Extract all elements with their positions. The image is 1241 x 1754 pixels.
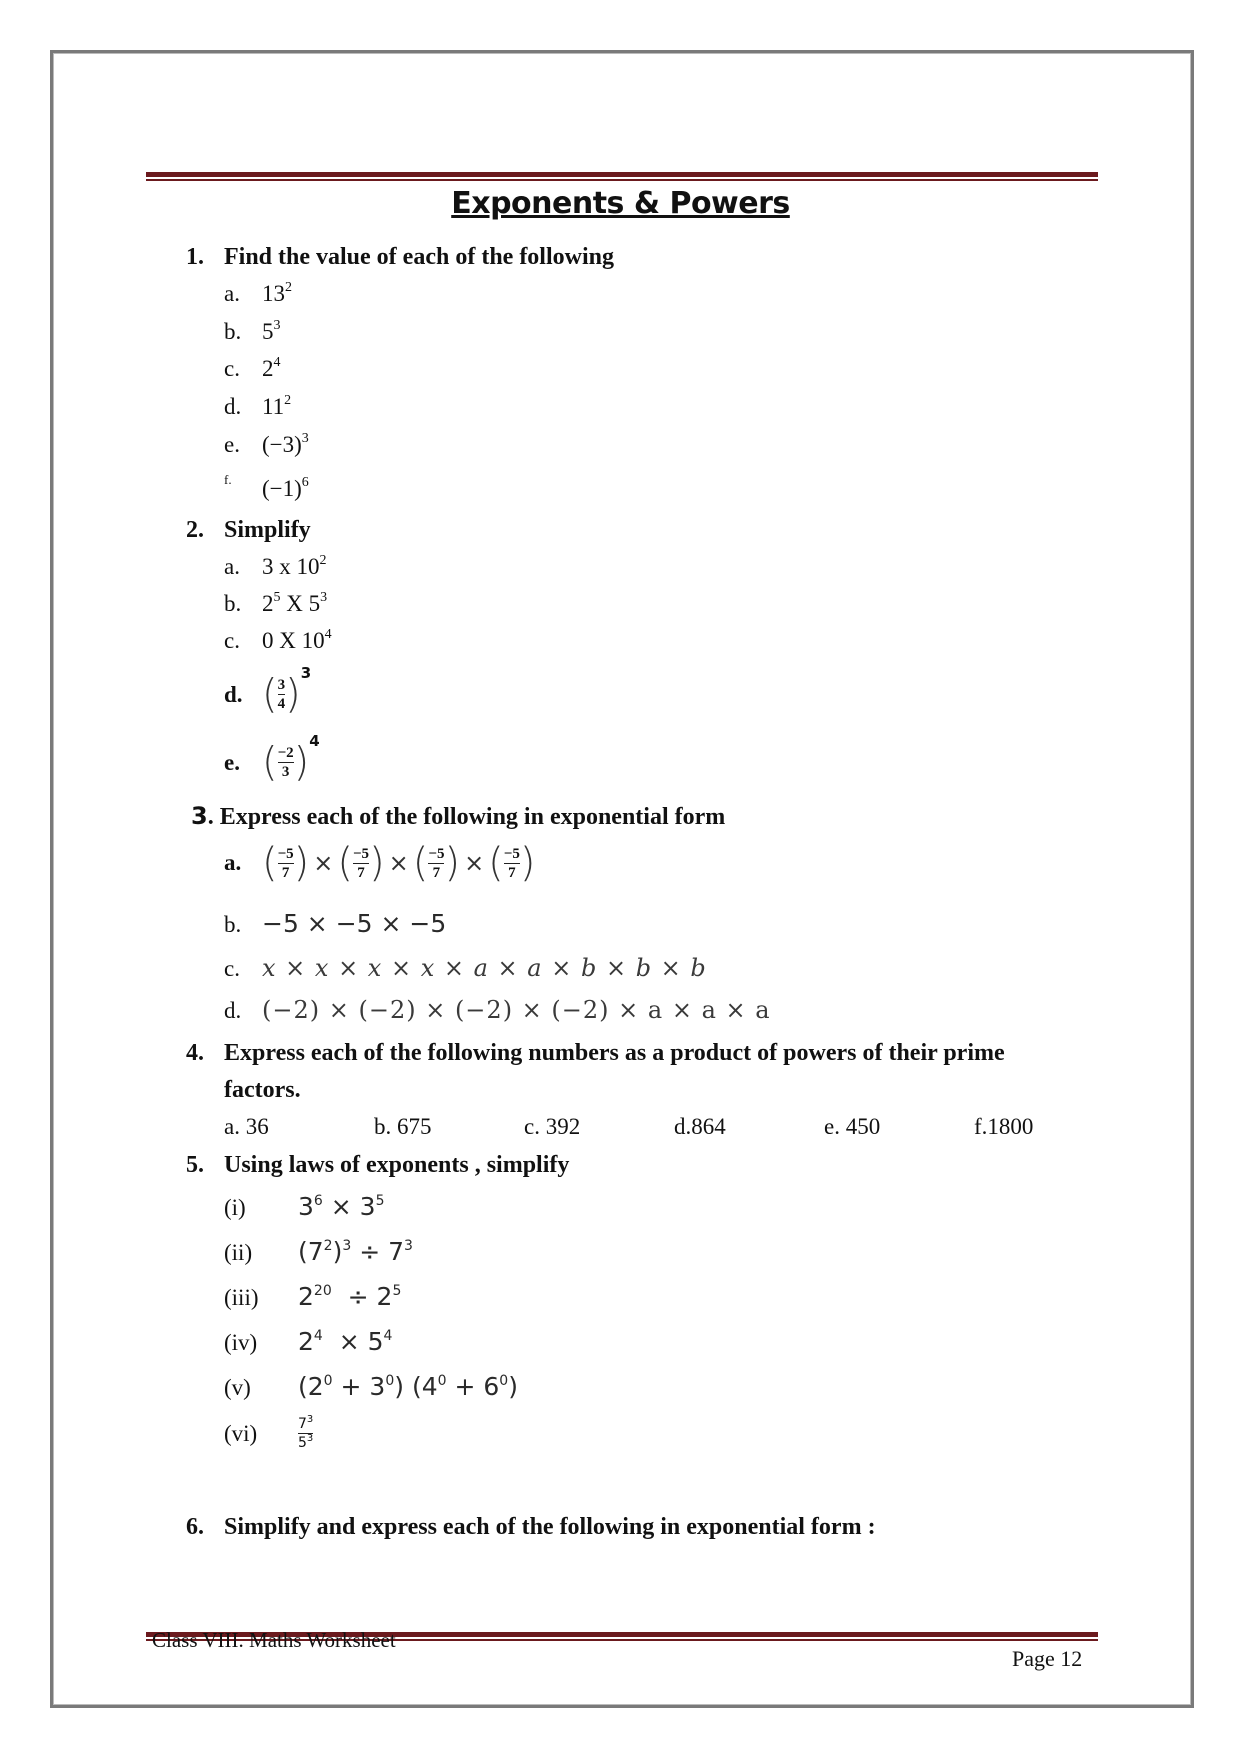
question-5-heading: Using laws of exponents , simplify — [224, 1152, 570, 1178]
q4-item-c: c. 392 — [524, 1114, 581, 1139]
item-label: (i) — [224, 1195, 246, 1220]
fraction-numerator: $7^3$ — [298, 1414, 314, 1432]
item-expression: X 5 — [280, 591, 321, 616]
fraction — [298, 1416, 313, 1451]
fraction-denominator: 7 — [432, 864, 441, 881]
q4-item-e: e. 450 — [824, 1114, 881, 1139]
question-3-number: 3 — [191, 802, 208, 830]
item-exponent: 3 — [301, 431, 309, 446]
left-paren: ( — [337, 840, 353, 886]
item-label: b. — [224, 319, 242, 344]
item-expression: $2^{20} \div 2^5$ — [298, 1282, 402, 1311]
q2-item-b — [224, 591, 327, 617]
fraction-numerator: −5 — [428, 845, 445, 862]
page-number: Page 12 — [1012, 1646, 1083, 1671]
question-5 — [186, 1152, 569, 1179]
times-sign: × — [388, 849, 409, 877]
item-base: 2 — [262, 591, 274, 616]
item-label: d. — [224, 681, 243, 707]
question-3-heading: . Express each of the following in exponential form — [207, 804, 726, 830]
item-label: a. — [224, 554, 240, 579]
question-1-heading: Find the value of each of the following — [224, 244, 614, 270]
item-base: 5 — [262, 319, 274, 344]
item-expression: (−2) × (−2) × (−2) × (−2) × a × a × a — [262, 996, 771, 1024]
q5-item-iii — [224, 1282, 401, 1311]
q1-item-d — [224, 394, 291, 420]
page-border — [50, 50, 1194, 1708]
fraction-denominator: 3 — [281, 764, 290, 781]
q4-items — [224, 1114, 1033, 1140]
item-exponent: 3 — [320, 590, 328, 605]
item-expression: $3^6 \times 3^5$ — [298, 1192, 385, 1221]
item-exponent: 4 — [273, 355, 281, 370]
item-label: e. — [224, 432, 240, 457]
fraction — [428, 846, 444, 881]
q3-item-d — [224, 996, 771, 1024]
q4-item-a: a. 36 — [224, 1114, 269, 1139]
q5-item-iv — [224, 1327, 392, 1356]
fraction-denominator: 7 — [357, 864, 365, 881]
item-label: c. — [224, 628, 240, 653]
question-6-heading: Simplify and express each of the following in exponential form : — [224, 1514, 876, 1540]
q2-item-a — [224, 554, 327, 580]
item-exponent: 4 — [309, 732, 320, 750]
item-label: (iv) — [224, 1330, 258, 1355]
item-exponent: 3 — [300, 664, 312, 682]
q1-item-f — [224, 472, 309, 502]
fraction — [278, 677, 286, 712]
q1-item-e — [224, 432, 309, 458]
item-expression: x × x × x × x × a × a × b × b × b — [262, 954, 707, 982]
item-label: (ii) — [224, 1240, 253, 1265]
item-label: a. — [224, 281, 240, 306]
item-expression: $(2^0 + 3^0) (4^0 + 6^0)$ — [298, 1372, 518, 1401]
fraction-numerator: −2 — [277, 745, 294, 762]
fraction — [504, 846, 520, 881]
right-paren: ) — [519, 840, 536, 886]
q3-item-c — [224, 954, 707, 982]
item-exponent: 2 — [284, 393, 292, 408]
item-label: (iii) — [224, 1285, 259, 1310]
question-4-heading-line1: Express each of the following numbers as a product of powers of their prime — [224, 1040, 1005, 1066]
question-1 — [186, 244, 614, 271]
item-expression: −5 × −5 × −5 — [262, 909, 447, 938]
item-exponent: 6 — [301, 475, 309, 490]
footer-left-text: Class VIII. Maths Worksheet — [152, 1628, 396, 1652]
item-base: (−1) — [262, 476, 302, 501]
left-paren: ( — [488, 840, 504, 886]
item-base: (−3) — [262, 432, 302, 457]
item-label: c. — [224, 956, 240, 981]
item-expression: 3 x 10 — [262, 554, 320, 579]
item-label: a. — [224, 850, 242, 875]
item-label: e. — [224, 749, 240, 775]
right-paren: ) — [293, 840, 310, 886]
q3-item-a — [224, 840, 535, 886]
fraction-denominator: 4 — [277, 696, 286, 713]
item-label: (v) — [224, 1375, 251, 1400]
q2-item-c — [224, 628, 332, 654]
question-6-number: 6. — [186, 1514, 204, 1540]
q4-item-f: f.1800 — [974, 1114, 1034, 1139]
item-base: 11 — [262, 394, 285, 419]
q5-item-i — [224, 1192, 385, 1221]
question-3 — [191, 802, 725, 831]
q1-item-c — [224, 356, 281, 382]
q5-item-ii — [224, 1237, 413, 1266]
q4-item-d: d.864 — [674, 1114, 726, 1139]
left-paren: ( — [262, 671, 278, 718]
question-4 — [186, 1040, 1005, 1067]
item-exponent: 5 — [273, 590, 281, 605]
item-label: c. — [224, 356, 240, 381]
times-sign: × — [464, 849, 485, 877]
q1-item-a — [224, 281, 292, 307]
item-label: d. — [224, 998, 242, 1023]
fraction-numerator: −5 — [277, 845, 294, 862]
right-paren: ) — [369, 840, 385, 886]
item-label: (vi) — [224, 1420, 258, 1446]
q1-item-b — [224, 319, 281, 345]
fraction — [278, 846, 294, 881]
page-title: Exponents & Powers — [451, 186, 790, 221]
right-paren: ) — [444, 840, 461, 886]
item-exponent: 4 — [324, 627, 332, 642]
fraction — [278, 745, 294, 780]
item-exponent: 2 — [319, 553, 327, 568]
item-expression: $(7^2)^3 \div 7^3$ — [298, 1237, 413, 1266]
times-sign: × — [313, 849, 334, 877]
header-rule — [146, 172, 1098, 181]
left-paren: ( — [412, 840, 429, 886]
item-expression: 0 X 10 — [262, 628, 325, 653]
q2-item-d — [224, 664, 311, 718]
item-exponent: 3 — [273, 318, 281, 333]
question-2-heading: Simplify — [224, 517, 311, 543]
fraction-numerator: 3 — [277, 677, 286, 694]
item-exponent: 2 — [285, 280, 292, 295]
question-1-number: 1. — [186, 244, 204, 270]
fraction-denominator: 7 — [281, 864, 290, 881]
q5-item-vi — [224, 1416, 313, 1451]
fraction-denominator: 7 — [508, 864, 516, 881]
q4-item-b: b. 675 — [374, 1114, 432, 1139]
fraction-numerator: −5 — [353, 845, 370, 862]
left-paren: ( — [262, 840, 278, 886]
question-2-number: 2. — [186, 517, 204, 543]
fraction-denominator: $5^3$ — [298, 1433, 314, 1451]
q5-item-v — [224, 1372, 518, 1401]
item-label: b. — [224, 912, 242, 937]
fraction — [353, 846, 369, 881]
right-paren: ) — [293, 739, 310, 786]
q2-item-e — [224, 732, 320, 786]
item-expression: $2^4 \times 5^4$ — [298, 1327, 393, 1356]
question-4-heading-line2: factors. — [224, 1077, 301, 1103]
q3-item-b — [224, 909, 446, 938]
question-2 — [186, 517, 311, 544]
fraction-numerator: −5 — [503, 845, 520, 862]
item-base: 13 — [262, 281, 285, 306]
item-label: b. — [224, 591, 242, 616]
right-paren: ) — [285, 671, 301, 718]
question-4-number: 4. — [186, 1040, 204, 1066]
item-label: d. — [224, 394, 242, 419]
item-label: f. — [224, 472, 232, 487]
left-paren: ( — [262, 739, 278, 786]
question-6 — [186, 1514, 876, 1541]
question-5-number: 5. — [186, 1152, 204, 1178]
item-base: 2 — [262, 356, 274, 381]
